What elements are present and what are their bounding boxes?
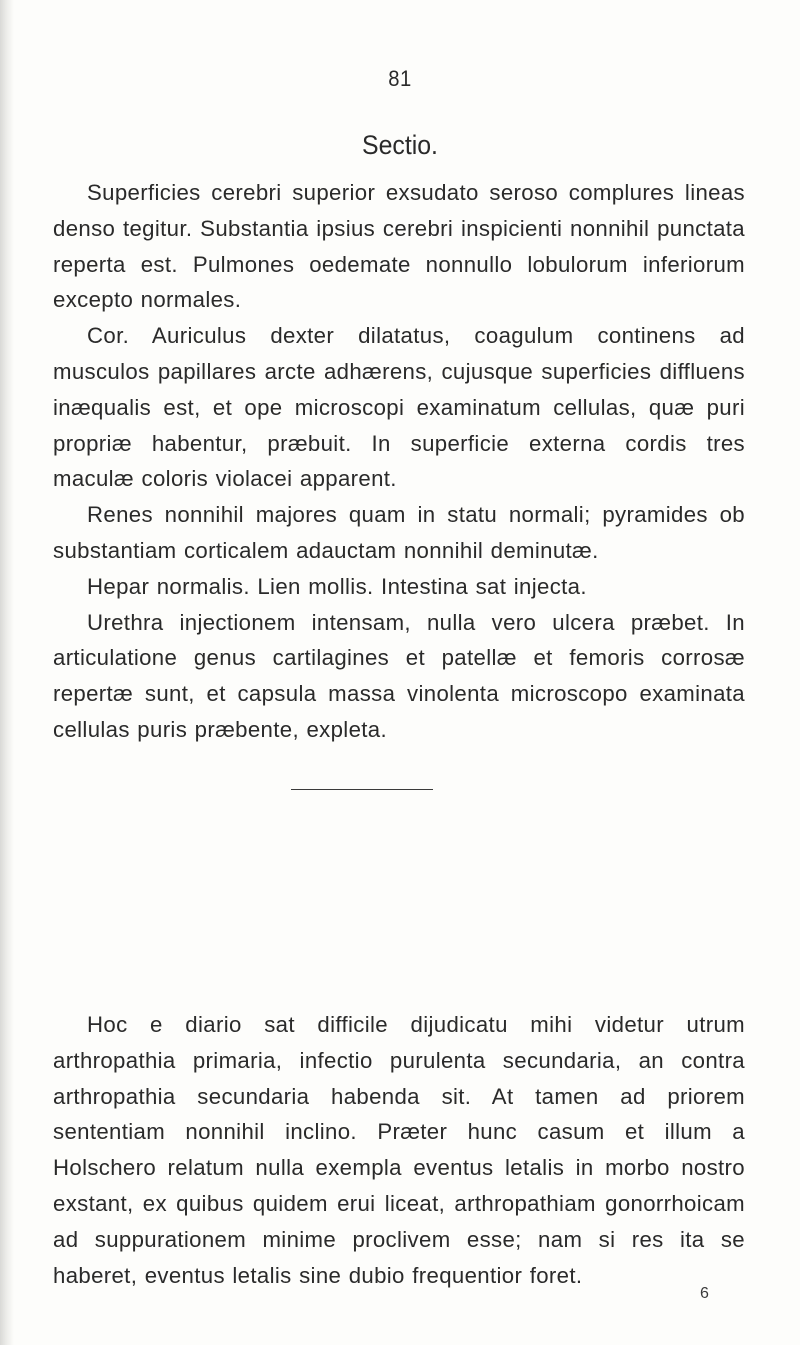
body-text-after-divider xyxy=(53,1007,745,1293)
paragraph: Hepar normalis. Lien mollis. Intestina sat injecta. xyxy=(87,573,587,599)
section-title: Sectio. xyxy=(362,130,438,160)
paragraph: Hoc e diario sat difficile dijudicatu mihi videtur utrum arthropathia primaria, infectio purulenta secundaria, an contra arthropathia secundaria habenda sit. At tamen ad priorem sententiam nonnihil inclino. Præter hunc casum et illum a Holschero relatum nulla exempla eventus letalis in morbo nostro exstant, ex quibus quidem erui liceat, arthropathiam gonorrhoicam ad suppurationem minime proclivem esse; nam si res ita se haberet, eventus letalis sine dubio frequentior foret. xyxy=(53,1012,745,1288)
paragraph: Urethra injectionem intensam, nulla vero ulcera præbet. In articulatione genus cartilagines et patellæ et femoris corrosæ repertæ sunt, et capsula massa vinolenta microscopo examinata cellulas puris præbente, expleta. xyxy=(53,609,745,742)
page-number: 81 xyxy=(388,66,412,91)
signature-mark: 6 xyxy=(700,1285,709,1302)
paragraph: Renes nonnihil majores quam in statu normali; pyramides ob substantiam corticalem adauctam nonnihil deminutæ. xyxy=(53,502,745,563)
body-text-before-divider xyxy=(53,175,745,748)
page-binding-shadow xyxy=(0,0,14,1345)
paragraph: Cor. Auriculus dexter dilatatus, coagulum continens ad musculos papillares arcte adhærens, cujusque superficies diffluens inæqualis est, et ope microscopi examinatum cellulas, quæ puri propriæ habentur, præbuit. In superficie externa cordis tres maculæ coloris violacei apparent. xyxy=(53,323,745,492)
paragraph: Superficies cerebri superior exsudato seroso complures lineas denso tegitur. Substantia ipsius cerebri inspicienti nonnihil punctata reperta est. Pulmones oedemate nonnullo lobulorum inferiorum excepto normales. xyxy=(53,180,745,313)
section-divider-rule xyxy=(291,789,433,790)
